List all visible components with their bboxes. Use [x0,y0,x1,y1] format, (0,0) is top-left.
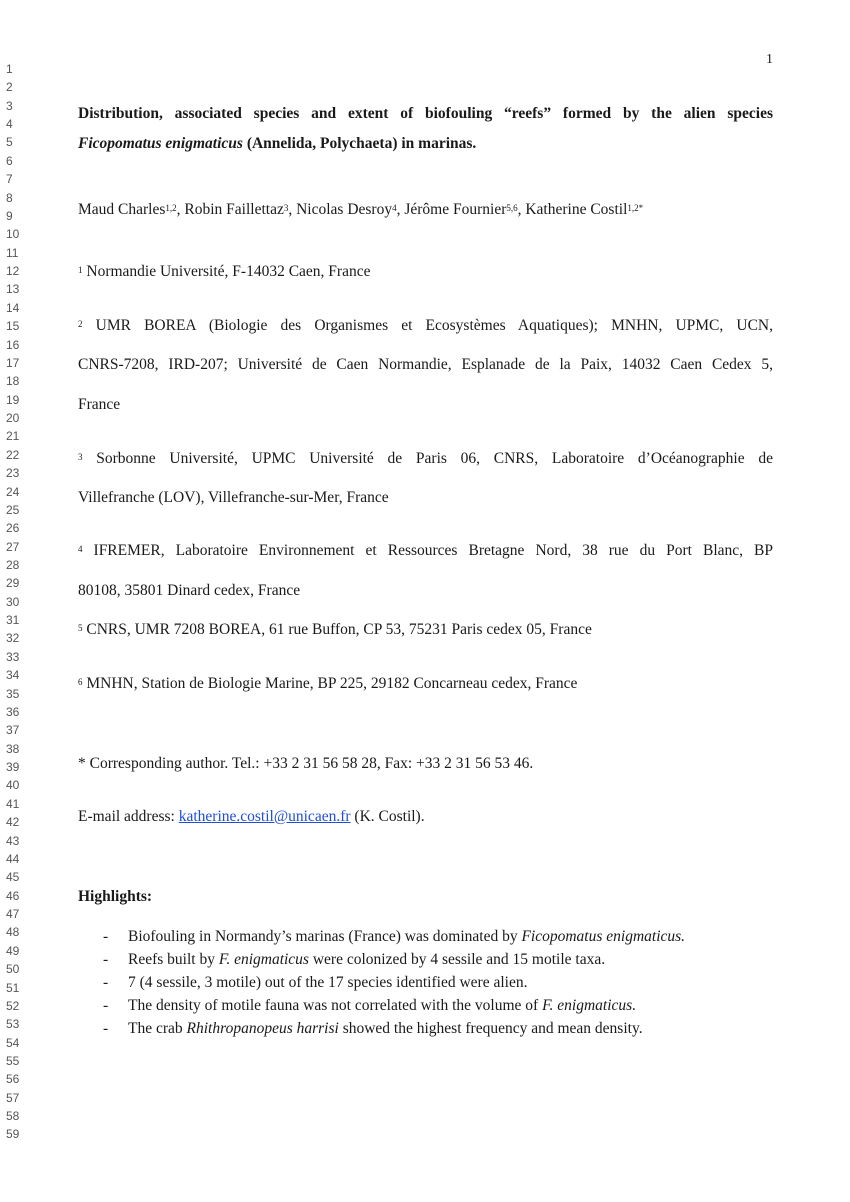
highlight-species: Rhithropanopeus harrisi [186,1020,339,1037]
author-sup: 3 [283,203,289,213]
line-number: 47 [6,907,20,922]
affiliation-text: CNRS, UMR 7208 BOREA, 61 rue Buffon, CP 53, 75231 Paris cedex 05, France [82,621,592,638]
corresponding-author: * Corresponding author. Tel.: +33 2 31 56 58 28, Fax: +33 2 31 56 53 46. [78,755,534,772]
affiliation-4-line-2: 80108, 35801 Dinard cedex, France [78,582,301,599]
line-number: 24 [6,484,20,499]
line-number: 44 [6,851,20,866]
line-number: 35 [6,686,20,701]
highlight-item [128,996,636,1016]
affiliation-text: Sorbonne Université, UPMC Université de Paris 06, CNRS, Laboratoire d’Océanographie de [82,450,773,467]
line-number: 33 [6,649,20,664]
affiliation-sup: 5 [78,623,83,633]
highlight-bullet: - [103,974,109,991]
affiliation-sup: 6 [78,677,83,687]
author-sup: 1,2* [627,203,644,213]
line-number: 26 [6,521,20,536]
highlight-text: 7 (4 sessile, 3 motile) out of the 17 species identified were alien. [128,974,528,991]
highlight-bullet: - [103,951,109,968]
author-sup: 5,6 [506,203,518,213]
author: Maud Charles [78,201,166,218]
title-rest: (Annelida, Polychaeta) in marinas. [242,135,477,152]
highlight-text: showed the highest frequency and mean density. [338,1020,643,1037]
affiliation-3-line-2: Villefranche (LOV), Villefranche-sur-Mer, France [78,489,389,506]
line-number: 2 [6,80,13,95]
affiliation-2-line-1 [78,316,773,336]
affiliation-sup: 3 [78,452,83,462]
highlight-bullet: - [103,997,109,1014]
affiliation-text: UMR BOREA (Biologie des Organismes et Ecosystèmes Aquatiques); MNHN, UPMC, UCN, [82,317,773,334]
email-suffix: (K. Costil). [350,808,425,825]
line-number: 17 [6,355,20,370]
line-number: 6 [6,153,13,168]
line-number: 16 [6,337,20,352]
affiliation-1 [78,262,370,282]
line-number: 53 [6,1017,20,1032]
author-list [78,200,643,220]
line-number: 7 [6,172,13,187]
highlight-bullet: - [103,1020,109,1037]
affiliation-3-line-1 [78,449,773,469]
affiliation-2-line-3: France [78,396,121,413]
line-number: 14 [6,300,20,315]
line-number: 9 [6,208,13,223]
line-number: 10 [6,227,20,242]
line-number: 19 [6,392,20,407]
line-number: 43 [6,833,20,848]
affiliation-sup: 2 [78,319,83,329]
line-number: 30 [6,594,20,609]
affiliation-text: Normandie Université, F-14032 Caen, France [82,263,371,280]
author-sep: , [176,201,185,218]
line-number: 46 [6,888,20,903]
title-line-2 [78,134,476,154]
line-number: 40 [6,778,20,793]
line-number: 34 [6,668,20,683]
line-number: 50 [6,962,20,977]
affiliation-5 [78,620,592,640]
line-number: 28 [6,557,20,572]
affiliation-text: IFREMER, Laboratoire Environnement et Ressources Bretagne Nord, 38 rue du Port Blanc, BP [82,542,773,559]
line-number: 32 [6,631,20,646]
affiliation-text: MNHN, Station de Biologie Marine, BP 225, 29182 Concarneau cedex, France [82,675,578,692]
author: Katherine Costil [525,201,628,218]
line-number: 5 [6,135,13,150]
author: Robin Faillettaz [184,201,284,218]
line-number: 52 [6,998,20,1013]
line-number: 55 [6,1053,20,1068]
line-number: 54 [6,1035,20,1050]
line-number: 1 [6,62,13,76]
line-number: 45 [6,870,20,885]
line-number: 37 [6,723,20,738]
highlight-species: F. enigmaticus [218,951,309,968]
author-sep: , [517,201,526,218]
line-number: 8 [6,190,13,205]
line-number: 49 [6,943,20,958]
line-number: 57 [6,1090,20,1105]
line-number: 36 [6,704,20,719]
highlight-text: Biofouling in Normandy’s marinas (France) was dominated by [128,928,522,945]
title-line-1: Distribution, associated species and extent of biofouling “reefs” formed by the alien species [78,105,773,122]
highlights-heading: Highlights: [78,888,153,905]
author: Nicolas Desroy [296,201,393,218]
affiliation-2-line-2: CNRS-7208, IRD-207; Université de Caen Normandie, Esplanade de la Paix, 14032 Caen Cedex 5, [78,356,773,373]
line-number: 31 [6,613,20,628]
line-number: 51 [6,980,20,995]
line-number: 23 [6,466,20,481]
line-number: 58 [6,1109,20,1124]
line-number: 42 [6,815,20,830]
highlight-item [128,973,527,993]
author-sup: 1,2 [165,203,177,213]
highlight-bullet: - [103,928,109,945]
line-number: 20 [6,411,20,426]
line-number: 41 [6,796,20,811]
highlight-species: Ficopomatus enigmaticus. [521,928,686,945]
line-number: 15 [6,319,20,334]
highlight-text: were colonized by 4 sessile and 15 motile taxa. [308,951,606,968]
line-number: 21 [6,429,20,444]
line-number: 3 [6,98,13,113]
email-label: E-mail address: [78,808,179,825]
highlight-text: Reefs built by [128,951,219,968]
highlight-species: F. enigmaticus. [542,997,637,1014]
author: Jérôme Fournier [404,201,507,218]
highlight-item [128,1019,643,1039]
affiliation-6 [78,674,577,694]
highlight-item [128,927,685,947]
line-number: 39 [6,760,20,775]
page-number: 1 [766,52,773,67]
line-number: 13 [6,282,20,297]
line-number: 56 [6,1072,20,1087]
line-number: 25 [6,502,20,517]
email-line [78,807,425,827]
email-link[interactable]: katherine.costil@unicaen.fr [178,808,351,825]
author-sep: , [288,201,297,218]
line-number: 12 [6,264,20,279]
line-number: 11 [6,245,19,260]
line-number: 59 [6,1127,20,1142]
title-species: Ficopomatus enigmaticus [78,135,243,152]
line-number: 18 [6,374,20,389]
line-number: 29 [6,576,20,591]
author-sep: , [396,201,405,218]
highlight-text: The crab [128,1020,187,1037]
highlight-item [128,950,605,970]
author-sup: 4 [392,203,397,213]
line-number: 48 [6,925,20,940]
highlight-text: The density of motile fauna was not correlated with the volume of [128,997,543,1014]
affiliation-sup: 1 [78,265,83,275]
affiliation-4-line-1 [78,541,773,561]
line-number: 27 [6,539,20,554]
line-number: 4 [6,117,13,132]
line-number: 22 [6,447,20,462]
affiliation-sup: 4 [78,544,83,554]
line-number: 38 [6,741,20,756]
